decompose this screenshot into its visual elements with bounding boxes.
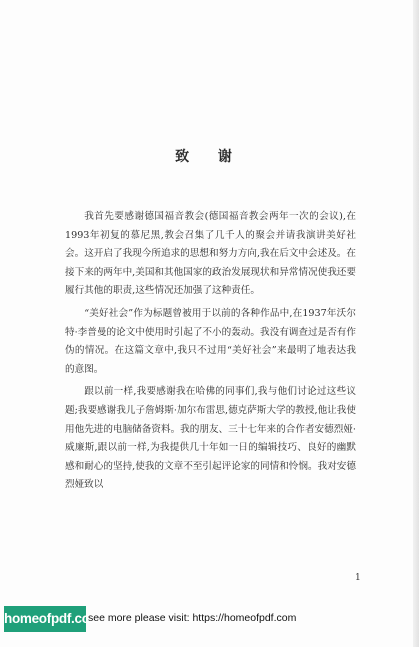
page-number: 1 bbox=[355, 573, 361, 583]
footer-watermark bbox=[0, 604, 419, 634]
page-edge-shadow bbox=[413, 0, 419, 647]
site-logo[interactable]: homeofpdf.com bbox=[4, 606, 86, 632]
paragraph-3: 跟以前一样,我要感谢我在哈佛的同事们,我与他们讨论过这些议题;我要感谢我儿子詹姆斯·加尔布雷思,德克萨斯大学的教授,他让我使用他先进的电脑储备资料。我的朋友、三十七年来的合作者安德烈娅·威廉斯,跟以前一样,为我提供几十年如一日的编辑技巧、良好的幽默感和耐心的坚持,使我的文章不至引起评论家的同情和怜悯。我对安德烈娅致以 bbox=[65, 386, 356, 491]
footer-notice[interactable]: see more please visit: https://homeofpdf.com bbox=[88, 612, 297, 624]
paragraph-1: 我首先要感谢德国福音教会(德国福音教会两年一次的会议),在1993年初复的慕尼黑,教会召集了几千人的聚会并请我演讲美好社会。这开启了我现今所追求的思想和努力方向,我在后文中会述及。在接下来的两年中,美国和其他国家的政治发展现状和异常情况使我还要履行其他的职责,这些情况还加强了这种责任。 bbox=[65, 211, 356, 297]
page-title: 致 谢 bbox=[175, 149, 244, 165]
body-text bbox=[65, 208, 356, 499]
paragraph-2: “美好社会”作为标题曾被用于以前的各种作品中,在1937年沃尔特·李普曼的论文中使用时引起了不小的轰动。我没有调查过是否有作伪的情况。在这篇文章中,我只不过用“美好社会”来最明了地表达我的意图。 bbox=[65, 307, 356, 375]
